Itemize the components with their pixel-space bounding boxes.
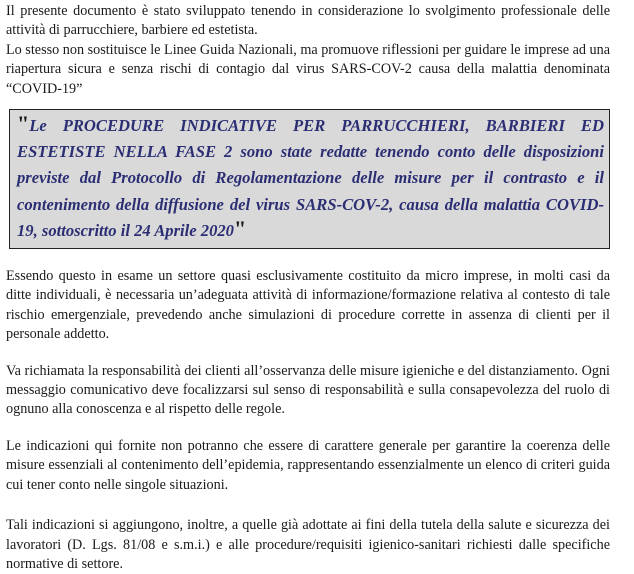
intro-section	[6, 2, 610, 99]
body-paragraph-1: Essendo questo in esame un settore quasi esclusivamente costituito da micro imprese, in molti casi da ditte individuali, è necessaria un’adeguata attività di informazione/formazione relativa al contesto di tale rischio emergenziale, prevedendo anche simulazioni di procedure corrette in assenza di clienti per il personale addetto.	[6, 268, 610, 343]
body-paragraph-2: Va richiamata la responsabilità dei clienti all’osservanza delle misure igieniche e del distanziamento. Ogni messaggio comunicativo deve focalizzarsi sul senso di responsabilità e sulla consapevolezza del ruolo di ognuno alla conoscenza e al rispetto delle regole.	[6, 362, 610, 418]
intro-paragraph-2: Lo stesso non sostituisce le Linee Guida Nazionali, ma promuove riflessioni per guidare le imprese ad una riapertura sicura e senza rischi di contagio dal virus SARS-COV-2 causa della malattia denominata “COVID-19”	[6, 41, 610, 97]
document-page	[6, 2, 610, 574]
open-quote-mark: "	[17, 111, 30, 137]
close-quote-mark: "	[233, 215, 247, 241]
highlighted-quote-box	[9, 109, 610, 249]
body-paragraph-4: Tali indicazioni si aggiungono, inoltre, a quelle già adottate ai fini della tutela della salute e sicurezza dei lavoratori (D. Lgs. 81/08 e s.m.i.) e alle procedure/requisiti igienico-sanitari richiesti dalle specifiche normative di settore.	[6, 517, 610, 572]
intro-paragraph-1: Il presente documento è stato sviluppato tenendo in considerazione lo svolgimento professionale delle attività di parrucchiere, barbiere ed estetista.	[6, 3, 610, 39]
body-paragraph-3: Le indicazioni qui fornite non potranno che essere di carattere generale per garantire la coerenza delle misure essenziali al contenimento dell’epidemia, rappresentando essenzialmente un elenco di criteri guida cui tener conto nelle singole situazioni.	[6, 437, 610, 493]
quote-text: Le PROCEDURE INDICATIVE PER PARRUCCHIERI, BARBIERI ED ESTETISTE NELLA FASE 2 sono state redatte tenendo conto delle disposizioni previste dal Protocollo di Regolamentazione delle misure per il contrasto e il contenimento della diffusione del virus SARS-COV-2, causa della malattia COVID-19, sottoscritto il 24 Aprile 2020	[17, 116, 604, 240]
